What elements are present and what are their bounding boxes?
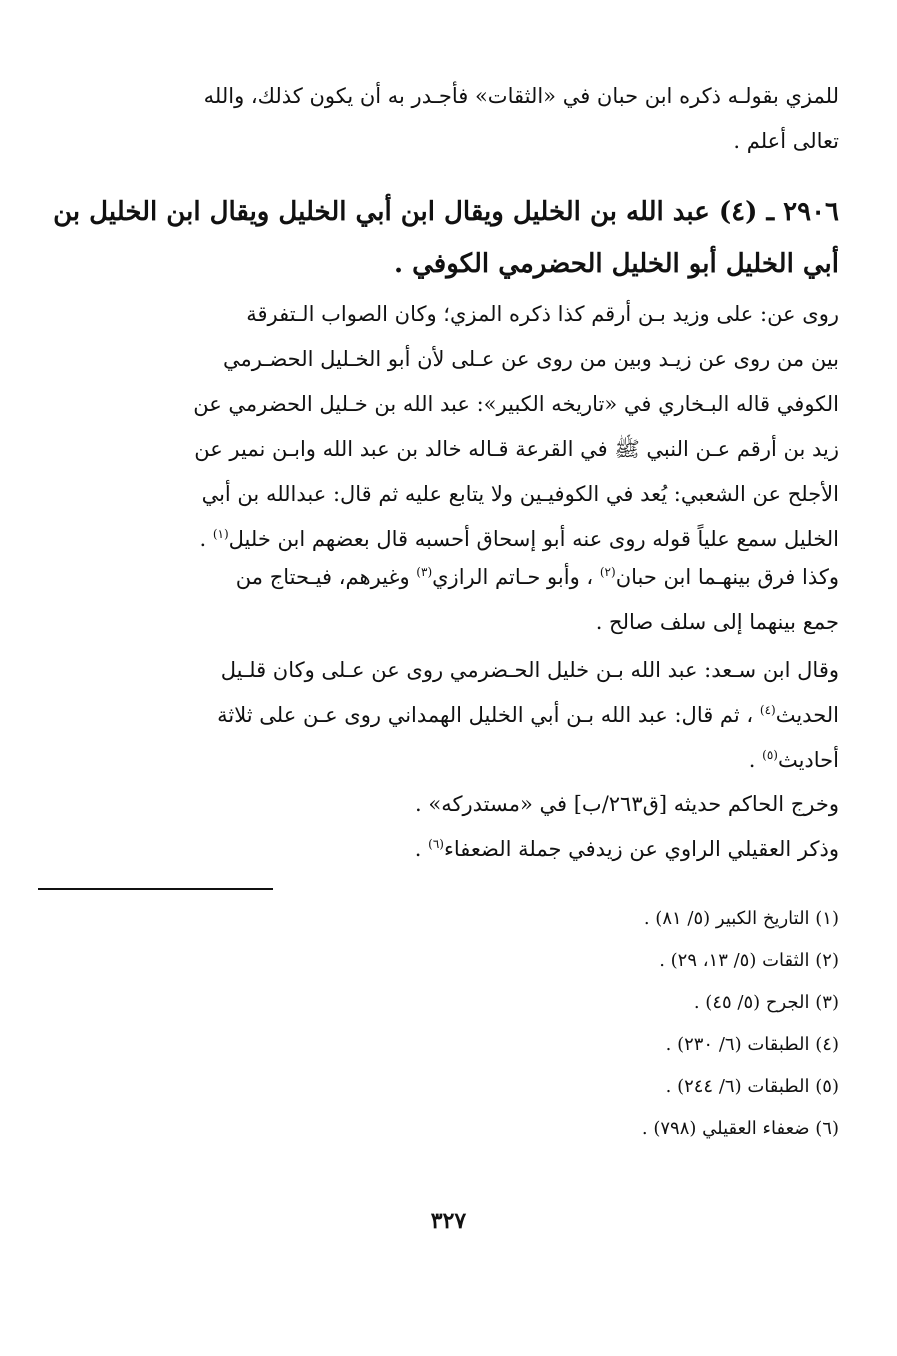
distinction-paragraph [139, 555, 839, 645]
footnote: (٣) الجرح (٥/ ٤٥) . [693, 992, 839, 1013]
line-text: ، ثم قال: عبد الله بـن أبي الخليل الهمداني روى عـن على ثلاثة [217, 703, 760, 727]
text-line: الكوفي قاله البـخاري في «تاريخه الكبير»: عبد الله بن خـليل الحضرمي عن [193, 392, 839, 416]
line-text: . [414, 837, 429, 861]
text-line [139, 693, 839, 738]
narrators-paragraph [139, 292, 839, 562]
heading-line: ٢٩٠٦ ـ (٤) عبد الله بن الخليل ويقال ابن أبي الخليل ويقال ابن الخليل بن [53, 197, 839, 227]
footnote-ref[interactable]: (٦) [428, 837, 444, 851]
text-line: للمزي بقولـه ذكره ابن حبان في «الثقات» فأجـدر به أن يكون كذلك، والله [203, 84, 839, 108]
continuation-paragraph [139, 74, 839, 164]
text-line: تعالى أعلم . [733, 129, 839, 153]
line-text: . [748, 748, 763, 772]
footnote-divider [38, 888, 273, 890]
footnote: (٥) الطبقات (٦/ ٢٤٤) . [665, 1076, 839, 1097]
text-line: بين من روى عن زيـد وبين من روى عن عـلى لأن أبو الخـليل الحضـرمي [222, 347, 839, 371]
line-text: الحديث [775, 703, 839, 727]
entry-heading [53, 186, 839, 290]
text-line: وقال ابن سـعد: عبد الله بـن خليل الحـضرمي روى عن عـلى وكان قلـيل [220, 658, 839, 682]
ibn-saad-paragraph [139, 648, 839, 783]
page-number: ٣٢٧ [430, 1208, 467, 1234]
footnote-ref[interactable]: (٤) [759, 703, 776, 717]
footnote-ref[interactable]: (٢) [599, 565, 616, 579]
text-line [139, 555, 839, 600]
line-text: الخليل سمع علياً قوله روى عنه أبو إسحاق أحسبه قال بعضهم ابن خليل [228, 527, 839, 551]
text-line: وخرج الحاكم حديثه [ق٢٦٣/ب] في «مستدركه» . [415, 792, 839, 816]
footnotes [139, 898, 839, 1150]
text-line: جمع بينهما إلى سلف صالح . [595, 610, 839, 634]
line-text: ، وأبو حـاتم الرازي [432, 565, 600, 589]
footnote: (٦) ضعفاء العقيلي (٧٩٨) . [641, 1118, 839, 1139]
footnote: (١) التاريخ الكبير (٥/ ٨١) . [643, 908, 839, 929]
heading-line: أبي الخليل أبو الخليل الحضرمي الكوفي . [394, 249, 839, 279]
footnote: (٤) الطبقات (٦/ ٢٣٠) . [665, 1034, 839, 1055]
text-line [139, 827, 839, 872]
line-text: أحاديث [777, 748, 839, 772]
footnote-ref[interactable]: (٥) [762, 748, 778, 762]
text-line: الأجلح عن الشعبي: يُعد في الكوفيـين ولا يتابع عليه ثم قال: عبدالله بن أبي [201, 482, 839, 506]
text-line: زيد بن أرقم عـن النبي ﷺ في القرعة قـاله خالد بن عبد الله وابـن نمير عن [194, 437, 839, 461]
line-text: وغيرهم، فيـحتاج من [235, 565, 417, 589]
line-text: وذكر العقيلي الراوي عن زيدفي جملة الضعفاء [443, 837, 839, 861]
line-end: . [199, 527, 213, 551]
line-text: وكذا فرق بينهـما ابن حبان [615, 565, 839, 589]
text-line [139, 738, 839, 783]
footnote-ref[interactable]: (٣) [416, 565, 433, 579]
text-line: روى عن: على وزيد بـن أرقم كذا ذكره المزي؛ وكان الصواب الـتفرقة [246, 302, 839, 326]
footnote-ref[interactable]: (١) [212, 527, 229, 541]
footnote: (٢) الثقات (٥/ ١٣، ٢٩) . [659, 950, 839, 971]
hakim-paragraph [139, 782, 839, 872]
